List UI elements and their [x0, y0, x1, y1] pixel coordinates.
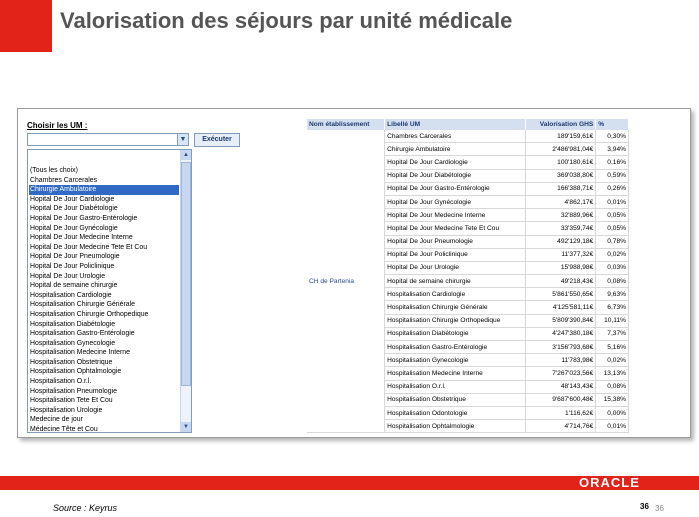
table-row [307, 130, 629, 143]
libelle-cell: Hospitalisation Cardiologie [385, 288, 526, 301]
libelle-cell: Hopital De Jour Medecine Interne [385, 209, 526, 222]
list-item[interactable]: Hospitalisation O.r.l. [30, 378, 92, 386]
list-item[interactable]: Hopital De Jour Medecine Tete Et Cou [30, 243, 148, 251]
valorisation-cell: 166'388,71€ [526, 182, 596, 195]
list-item[interactable]: (Tous les choix) [30, 167, 78, 174]
valorisation-cell: 9'687'600,48€ [526, 393, 596, 406]
percent-cell: 0,01% [596, 420, 629, 433]
list-item[interactable]: Chambres Carcerales [30, 176, 98, 184]
slide-title: Valorisation des séjours par unité médicale [60, 8, 513, 33]
percent-cell: 10,11% [596, 314, 629, 327]
report-content [23, 117, 683, 431]
libelle-cell: Hospitalisation Obstetrique [385, 393, 526, 406]
valorisation-cell: 5'861'550,65€ [526, 288, 596, 301]
libelle-cell: Hospitalisation O.r.l. [385, 380, 526, 393]
percent-cell: 5,16% [596, 341, 629, 354]
percent-cell: 0,03% [596, 261, 629, 274]
um-list [29, 166, 179, 433]
valorisation-cell: 1'116,62€ [526, 406, 596, 419]
libelle-cell: Hopital De Jour Policlinique [385, 248, 526, 261]
libelle-cell: Hopital De Jour Medecine Tete Et Cou [385, 222, 526, 235]
libelle-cell: Hospitalisation Medecine Interne [385, 367, 526, 380]
percent-cell: 3,94% [596, 143, 629, 156]
libelle-cell: Hospitalisation Ophtalmologie [385, 420, 526, 433]
list-item[interactable]: Hospitalisation Diabétologie [30, 320, 116, 328]
libelle-cell: Hospitalisation Odontologie [385, 406, 526, 419]
valorisation-cell: 492'129,18€ [526, 235, 596, 248]
percent-cell: 0,05% [596, 209, 629, 222]
libelle-cell: Hospitalisation Chirurgie Générale [385, 301, 526, 314]
percent-cell: 0,16% [596, 156, 629, 169]
valorisation-cell: 48'143,43€ [526, 380, 596, 393]
list-item[interactable]: Hospitalisation Obstetrique [30, 358, 113, 366]
filter-label: Choisir les UM : [27, 121, 88, 130]
valorisation-cell: 4'862,17€ [526, 195, 596, 208]
libelle-cell: Hospitalisation Chirurgie Orthopedique [385, 314, 526, 327]
list-item[interactable]: Hospitalisation Ophtalmologie [30, 368, 122, 376]
um-listbox[interactable] [27, 149, 192, 433]
libelle-cell: Hopital De Jour Gynécologie [385, 195, 526, 208]
list-item[interactable]: Hopital De Jour Gastro-Entérologie [30, 214, 138, 222]
list-item[interactable]: Médecine Tête et Cou [30, 426, 98, 433]
execute-button[interactable]: Exécuter [194, 133, 240, 147]
list-item[interactable]: Hospitalisation Medecine Interne [30, 349, 130, 357]
valorisation-cell: 2'486'981,04€ [526, 143, 596, 156]
list-item[interactable]: Hopital De Jour Urologie [30, 272, 106, 280]
list-item[interactable]: Hopital De Jour Gynécologie [30, 224, 118, 232]
scroll-down-icon[interactable]: ▼ [181, 422, 191, 432]
percent-cell: 0,05% [596, 222, 629, 235]
libelle-cell: Hopital De Jour Urologie [385, 261, 526, 274]
list-item[interactable]: Hopital De Jour Cardiologie [30, 195, 115, 203]
libelle-cell: Hopital De Jour Gastro-Entérologie [385, 182, 526, 195]
col-etablissement[interactable]: Nom établissement [307, 119, 385, 130]
list-item[interactable]: Hospitalisation Gastro-Entérologie [30, 330, 135, 338]
list-item[interactable]: Hopital De Jour Medecine Interne [30, 234, 133, 242]
valorisation-cell: 33'359,74€ [526, 222, 596, 235]
list-item[interactable]: Hopital de semaine chirurgie [30, 282, 118, 290]
um-dropdown[interactable] [27, 133, 189, 146]
list-item[interactable]: Hospitalisation Urologie [30, 406, 103, 414]
percent-cell: 0,01% [596, 195, 629, 208]
percent-cell: 0,08% [596, 380, 629, 393]
libelle-cell: Hopital De Jour Cardiologie [385, 156, 526, 169]
percent-cell: 0,78% [596, 235, 629, 248]
libelle-cell: Chambres Carcerales [385, 130, 526, 143]
valorisation-cell: 189'159,61€ [526, 130, 596, 143]
libelle-cell: Chirurgie Ambulatoire [385, 143, 526, 156]
list-item[interactable]: Hospitalisation Cardiologie [30, 291, 112, 299]
percent-cell: 0,59% [596, 169, 629, 182]
valorisation-cell: 3'156'793,68€ [526, 341, 596, 354]
percent-cell: 0,02% [596, 354, 629, 367]
list-item[interactable]: Medecine de jour [30, 416, 83, 424]
brand-red-block [0, 0, 52, 52]
percent-cell: 15,38% [596, 393, 629, 406]
libelle-cell: Hopital De Jour Diabétologie [385, 169, 526, 182]
percent-cell: 0,08% [596, 275, 629, 288]
list-item[interactable]: Hopital De Jour Diabétologie [30, 205, 118, 213]
page-number-secondary: 36 [655, 504, 664, 513]
percent-cell: 9,63% [596, 288, 629, 301]
scrollbar-thumb[interactable] [181, 162, 191, 386]
filter-area [27, 117, 241, 431]
valorisation-cell: 15'988,98€ [526, 261, 596, 274]
list-item[interactable]: Hospitalisation Gynecologie [30, 339, 116, 347]
list-item[interactable]: Hopital De Jour Pneumologie [30, 253, 120, 261]
col-percent[interactable]: % [596, 119, 629, 130]
percent-cell: 0,30% [596, 130, 629, 143]
col-libelle-um[interactable]: Libellé UM [385, 119, 526, 130]
libelle-cell: Hospitalisation Diabétologie [385, 327, 526, 340]
list-item[interactable]: Hospitalisation Chirurgie Orthopedique [30, 310, 149, 318]
valorisation-table [307, 119, 629, 433]
chevron-down-icon[interactable]: ▼ [177, 134, 188, 145]
scroll-up-icon[interactable]: ▲ [181, 150, 191, 160]
valorisation-cell: 11'783,98€ [526, 354, 596, 367]
valorisation-cell: 4'247'380,18€ [526, 327, 596, 340]
percent-cell: 6,73% [596, 301, 629, 314]
report-panel [17, 108, 691, 438]
etablissement-cell: CH de Partenia [307, 130, 385, 433]
oracle-logo: ORACLE [579, 475, 640, 490]
libelle-cell: Hopital de semaine chirurgie [385, 275, 526, 288]
valorisation-cell: 369'038,80€ [526, 169, 596, 182]
percent-cell: 7,37% [596, 327, 629, 340]
list-scrollbar[interactable] [180, 150, 191, 432]
list-item[interactable]: Chirurgie Ambulatoire [29, 185, 179, 195]
percent-cell: 0,00% [596, 406, 629, 419]
list-item[interactable]: Hospitalisation Tete Et Cou [30, 397, 113, 405]
list-item[interactable]: Hospitalisation Chirurgie Générale [30, 301, 135, 309]
valorisation-cell: 11'377,32€ [526, 248, 596, 261]
valorisation-cell: 49'218,43€ [526, 275, 596, 288]
valorisation-cell: 4'714,76€ [526, 420, 596, 433]
valorisation-cell: 4'125'581,11€ [526, 301, 596, 314]
libelle-cell: Hospitalisation Gastro-Entérologie [385, 341, 526, 354]
percent-cell: 13,13% [596, 367, 629, 380]
list-item[interactable]: Hospitalisation Pneumologie [30, 387, 117, 395]
valorisation-cell: 5'809'390,84€ [526, 314, 596, 327]
list-item[interactable]: Hopital De Jour Policlinique [30, 262, 115, 270]
libelle-cell: Hopital De Jour Pneumologie [385, 235, 526, 248]
percent-cell: 0,26% [596, 182, 629, 195]
source-note: Source : Keyrus [53, 503, 118, 513]
valorisation-cell: 7'267'023,56€ [526, 367, 596, 380]
percent-cell: 0,02% [596, 248, 629, 261]
libelle-cell: Hospitalisation Gynecologie [385, 354, 526, 367]
page-number: 36 [640, 502, 649, 511]
valorisation-cell: 100'180,61€ [526, 156, 596, 169]
valorisation-cell: 32'889,96€ [526, 209, 596, 222]
table-header-row [307, 119, 629, 130]
col-valorisation[interactable]: Valorisation GHS [526, 119, 596, 130]
